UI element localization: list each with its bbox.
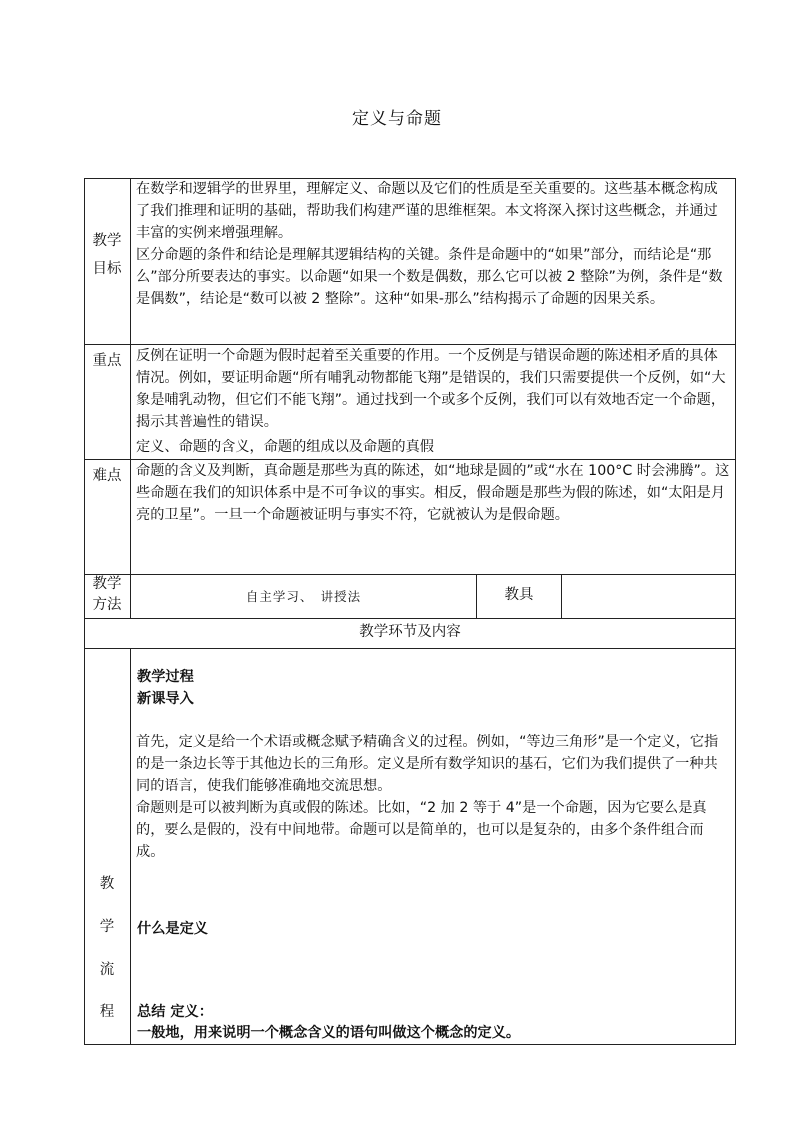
process-paragraph: 命题则是可以被判断为真或假的陈述。比如，“2 加 2 等于 4”是一个命题，因为它要么是真的，要么是假的，没有中间地带。命题可以是简单的，也可以是复杂的，由多个条件组合而成。 xyxy=(136,800,707,860)
difficulty-paragraph: 命题的含义及判断，真命题是那些为真的陈述，如“地球是圆的”或“水在 100°C 时会沸腾”。这些命题在我们的知识体系中是不可争议的事实。相反，假命题是那些为假的陈述，如“太阳是月亮的卫星”。一旦一个命题被证明与事实不符，它就被认为是假命题。 xyxy=(136,463,730,523)
method-cell-divider xyxy=(561,574,562,618)
goal-label xyxy=(84,230,130,281)
summary-heading: 总结 定义： xyxy=(137,1004,213,1020)
goal-paragraph: 区分命题的条件和结论是理解其逻辑结构的关键。条件是命题中的“如果”部分，而结论是“那么”部分所要表达的事实。以命题“如果一个数是偶数，那么它可以被 2 整除”为例，条件是“数是偶数”，结论是“数可以被 2 整除”。这种“如果-那么”结构揭示了命题的因果关系。 xyxy=(136,247,723,307)
key-points-content xyxy=(136,345,730,458)
what-is-definition-heading: 什么是定义 xyxy=(137,921,208,937)
process-side-label-char: 程 xyxy=(99,1004,115,1020)
method-label xyxy=(84,574,130,616)
row-divider xyxy=(84,574,736,575)
key-points-paragraph: 定义、命题的含义，命题的组成以及命题的真假 xyxy=(136,439,434,455)
label-column-divider xyxy=(130,178,131,618)
process-side-label-char: 流 xyxy=(99,962,115,978)
method-label-line2: 方法 xyxy=(92,597,122,613)
goal-content xyxy=(136,178,730,310)
label-column-divider xyxy=(130,648,131,1044)
process-paragraph: 首先，定义是给一个术语或概念赋予精确含义的过程。例如，“等边三角形”是一个定义，它指的是一条边长等于其他边长的三角形。定义是所有数学知识的基石，它们为我们提供了一种共同的语言，使我们能够准确地交流思想。 xyxy=(136,734,719,794)
process-side-label-char: 教 xyxy=(99,876,115,892)
table-border-right xyxy=(735,178,736,1045)
difficulty-label: 难点 xyxy=(92,468,122,484)
process-side-label-char: 学 xyxy=(99,919,115,935)
tools-label: 教具 xyxy=(504,587,534,603)
method-label-line1: 教学 xyxy=(92,576,122,592)
row-divider xyxy=(84,648,736,649)
row-divider xyxy=(84,618,736,619)
method-value: 自主学习、 讲授法 xyxy=(245,589,362,604)
summary-text: 一般地，用来说明一个概念含义的语句叫做这个概念的定义。 xyxy=(137,1025,521,1041)
section-header: 教学环节及内容 xyxy=(359,624,461,640)
difficulty-content xyxy=(136,460,730,526)
process-content xyxy=(136,731,730,863)
intro-heading: 新课导入 xyxy=(137,691,194,707)
key-points-paragraph: 反例在证明一个命题为假时起着至关重要的作用。一个反例是与错误命题的陈述相矛盾的具体情况。例如，要证明命题“所有哺乳动物都能飞翔”是错误的，我们只需要提供一个反例，如“大象是哺乳动物，但它们不能飞翔”。通过找到一个或多个反例，我们可以有效地否定一个命题，揭示其普遍性的错误。 xyxy=(136,348,726,430)
key-points-label: 重点 xyxy=(92,353,122,369)
goal-paragraph: 在数学和逻辑学的世界里，理解定义、命题以及它们的性质是至关重要的。这些基本概念构成了我们推理和证明的基础，帮助我们构建严谨的思维框架。本文将深入探讨这些概念，并通过丰富的实例来增强理解。 xyxy=(136,181,718,241)
lesson-plan-table xyxy=(84,178,736,1045)
goal-label-line2: 目标 xyxy=(92,261,122,277)
table-border-bottom xyxy=(84,1044,736,1045)
process-heading: 教学过程 xyxy=(137,669,194,685)
page-title: 定义与命题 xyxy=(352,109,442,129)
goal-label-line1: 教学 xyxy=(92,233,122,249)
